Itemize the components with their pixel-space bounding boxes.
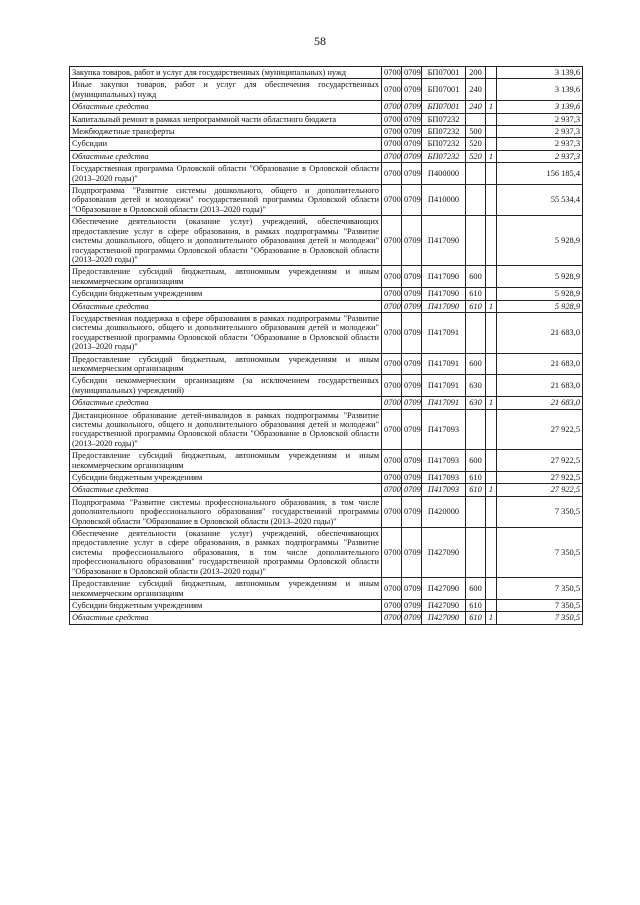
- expense-type-cell: 200: [466, 67, 486, 79]
- table-row: [70, 528, 583, 578]
- section-code-cell: 0700: [382, 484, 402, 496]
- funding-source-cell: 1: [486, 300, 497, 312]
- subsection-code-cell: 0709: [402, 450, 422, 472]
- table-row: [70, 101, 583, 113]
- amount-cell: 7 350,5: [497, 599, 583, 611]
- expense-type-cell: 240: [466, 79, 486, 101]
- table-row: [70, 266, 583, 288]
- article-code-cell: БП07001: [422, 67, 466, 79]
- article-code-cell: П417093: [422, 409, 466, 450]
- funding-source-cell: [486, 113, 497, 125]
- table-row: [70, 599, 583, 611]
- table-row: [70, 216, 583, 266]
- amount-cell: 7 350,5: [497, 612, 583, 624]
- section-code-cell: 0700: [382, 185, 402, 216]
- row-name-cell: Государственная поддержка в сфере образования в рамках подпрограммы "Развитие системы дошкольного, общего и дополнительного образования детей и молодежи" государственной программы Орловской области "Образование в Орловской области (2013–2020 годы)": [70, 312, 382, 353]
- subsection-code-cell: 0709: [402, 300, 422, 312]
- article-code-cell: П417090: [422, 216, 466, 266]
- section-code-cell: 0700: [382, 216, 402, 266]
- section-code-cell: 0700: [382, 101, 402, 113]
- funding-source-cell: [486, 288, 497, 300]
- article-code-cell: БП07232: [422, 150, 466, 162]
- section-code-cell: 0700: [382, 126, 402, 138]
- amount-cell: 27 922,5: [497, 472, 583, 484]
- subsection-code-cell: 0709: [402, 578, 422, 600]
- expense-type-cell: 600: [466, 353, 486, 375]
- subsection-code-cell: 0709: [402, 375, 422, 397]
- row-name-cell: Субсидии бюджетным учреждениям: [70, 288, 382, 300]
- expense-type-cell: 500: [466, 126, 486, 138]
- funding-source-cell: [486, 375, 497, 397]
- table-row: [70, 484, 583, 496]
- article-code-cell: П417091: [422, 312, 466, 353]
- amount-cell: 2 937,3: [497, 138, 583, 150]
- section-code-cell: 0700: [382, 496, 402, 527]
- amount-cell: 27 922,5: [497, 409, 583, 450]
- row-name-cell: Предоставление субсидий бюджетным, автономным учреждениям и иным некоммерческим организациям: [70, 450, 382, 472]
- article-code-cell: П417090: [422, 266, 466, 288]
- subsection-code-cell: 0709: [402, 599, 422, 611]
- article-code-cell: П417090: [422, 288, 466, 300]
- section-code-cell: 0700: [382, 599, 402, 611]
- article-code-cell: П417091: [422, 397, 466, 409]
- funding-source-cell: [486, 450, 497, 472]
- funding-source-cell: [486, 216, 497, 266]
- subsection-code-cell: 0709: [402, 472, 422, 484]
- funding-source-cell: [486, 578, 497, 600]
- subsection-code-cell: 0709: [402, 185, 422, 216]
- expense-type-cell: [466, 496, 486, 527]
- section-code-cell: 0700: [382, 397, 402, 409]
- funding-source-cell: [486, 126, 497, 138]
- row-name-cell: Предоставление субсидий бюджетным, автономным учреждениям и иным некоммерческим организациям: [70, 578, 382, 600]
- funding-source-cell: [486, 472, 497, 484]
- expense-type-cell: 630: [466, 375, 486, 397]
- table-row: [70, 496, 583, 527]
- funding-source-cell: [486, 353, 497, 375]
- amount-cell: 21 683,0: [497, 312, 583, 353]
- section-code-cell: 0700: [382, 528, 402, 578]
- article-code-cell: П417093: [422, 450, 466, 472]
- expense-type-cell: [466, 312, 486, 353]
- subsection-code-cell: 0709: [402, 126, 422, 138]
- subsection-code-cell: 0709: [402, 528, 422, 578]
- expense-type-cell: [466, 163, 486, 185]
- expense-type-cell: 600: [466, 450, 486, 472]
- funding-source-cell: 1: [486, 150, 497, 162]
- amount-cell: 2 937,3: [497, 113, 583, 125]
- row-name-cell: Областные средства: [70, 101, 382, 113]
- budget-table: [69, 66, 583, 625]
- amount-cell: 21 683,0: [497, 375, 583, 397]
- table-row: [70, 113, 583, 125]
- expense-type-cell: 610: [466, 472, 486, 484]
- amount-cell: 5 928,9: [497, 300, 583, 312]
- amount-cell: 5 928,9: [497, 288, 583, 300]
- article-code-cell: П417090: [422, 300, 466, 312]
- article-code-cell: П417091: [422, 375, 466, 397]
- funding-source-cell: [486, 79, 497, 101]
- subsection-code-cell: 0709: [402, 409, 422, 450]
- subsection-code-cell: 0709: [402, 312, 422, 353]
- expense-type-cell: [466, 185, 486, 216]
- funding-source-cell: 1: [486, 484, 497, 496]
- article-code-cell: П417093: [422, 484, 466, 496]
- funding-source-cell: [486, 138, 497, 150]
- section-code-cell: 0700: [382, 300, 402, 312]
- expense-type-cell: 610: [466, 612, 486, 624]
- table-row: [70, 450, 583, 472]
- amount-cell: 21 683,0: [497, 397, 583, 409]
- amount-cell: 7 350,5: [497, 528, 583, 578]
- article-code-cell: БП07232: [422, 138, 466, 150]
- table-row: [70, 185, 583, 216]
- subsection-code-cell: 0709: [402, 266, 422, 288]
- section-code-cell: 0700: [382, 138, 402, 150]
- section-code-cell: 0700: [382, 612, 402, 624]
- amount-cell: 5 928,9: [497, 216, 583, 266]
- funding-source-cell: [486, 496, 497, 527]
- expense-type-cell: 520: [466, 150, 486, 162]
- row-name-cell: Государственная программа Орловской области "Образование в Орловской области (2013–2020 годы)": [70, 163, 382, 185]
- article-code-cell: П427090: [422, 528, 466, 578]
- row-name-cell: Областные средства: [70, 612, 382, 624]
- section-code-cell: 0700: [382, 375, 402, 397]
- article-code-cell: БП07001: [422, 79, 466, 101]
- expense-type-cell: [466, 528, 486, 578]
- table-row: [70, 288, 583, 300]
- expense-type-cell: 610: [466, 300, 486, 312]
- funding-source-cell: [486, 599, 497, 611]
- subsection-code-cell: 0709: [402, 138, 422, 150]
- amount-cell: 7 350,5: [497, 578, 583, 600]
- funding-source-cell: 1: [486, 612, 497, 624]
- section-code-cell: 0700: [382, 67, 402, 79]
- funding-source-cell: [486, 185, 497, 216]
- funding-source-cell: [486, 409, 497, 450]
- page-number: 58: [314, 34, 326, 48]
- subsection-code-cell: 0709: [402, 496, 422, 527]
- budget-table-body: [70, 67, 583, 625]
- amount-cell: 156 185,4: [497, 163, 583, 185]
- amount-cell: 21 683,0: [497, 353, 583, 375]
- row-name-cell: Иные закупки товаров, работ и услуг для обеспечения государственных (муниципальных) нужд: [70, 79, 382, 101]
- row-name-cell: Субсидии бюджетным учреждениям: [70, 472, 382, 484]
- subsection-code-cell: 0709: [402, 163, 422, 185]
- row-name-cell: Подпрограмма "Развитие системы профессионального образования, в том числе дополнительного профессионального образования" государственной программы Орловской области "Образование в Орловской области (2013–2020 годы)": [70, 496, 382, 527]
- amount-cell: 5 928,9: [497, 266, 583, 288]
- expense-type-cell: 600: [466, 578, 486, 600]
- subsection-code-cell: 0709: [402, 79, 422, 101]
- article-code-cell: П427090: [422, 599, 466, 611]
- article-code-cell: П417091: [422, 353, 466, 375]
- section-code-cell: 0700: [382, 312, 402, 353]
- funding-source-cell: 1: [486, 397, 497, 409]
- row-name-cell: Подпрограмма "Развитие системы дошкольного, общего и дополнительного образования детей и молодежи" государственной программы Орловской области "Образование в Орловской области (2013–2020 годы)": [70, 185, 382, 216]
- expense-type-cell: 520: [466, 138, 486, 150]
- row-name-cell: Обеспечение деятельности (оказание услуг) учреждений, обеспечивающих предоставление услуг в сфере образования, в рамках подпрограммы "Развитие системы профессионального образования, в том числе дополнительного профессионального образования" государственной программы Орловской области "Образование в Орловской области (2013–2020 годы)": [70, 528, 382, 578]
- section-code-cell: 0700: [382, 266, 402, 288]
- funding-source-cell: [486, 67, 497, 79]
- amount-cell: 55 534,4: [497, 185, 583, 216]
- section-code-cell: 0700: [382, 409, 402, 450]
- table-row: [70, 67, 583, 79]
- subsection-code-cell: 0709: [402, 397, 422, 409]
- subsection-code-cell: 0709: [402, 353, 422, 375]
- section-code-cell: 0700: [382, 163, 402, 185]
- funding-source-cell: [486, 528, 497, 578]
- expense-type-cell: 600: [466, 266, 486, 288]
- subsection-code-cell: 0709: [402, 216, 422, 266]
- funding-source-cell: [486, 163, 497, 185]
- subsection-code-cell: 0709: [402, 101, 422, 113]
- amount-cell: 3 139,6: [497, 101, 583, 113]
- section-code-cell: 0700: [382, 113, 402, 125]
- article-code-cell: П427090: [422, 578, 466, 600]
- amount-cell: 7 350,5: [497, 496, 583, 527]
- section-code-cell: 0700: [382, 288, 402, 300]
- expense-type-cell: [466, 216, 486, 266]
- table-row: [70, 472, 583, 484]
- section-code-cell: 0700: [382, 578, 402, 600]
- article-code-cell: П410000: [422, 185, 466, 216]
- subsection-code-cell: 0709: [402, 67, 422, 79]
- subsection-code-cell: 0709: [402, 113, 422, 125]
- article-code-cell: БП07232: [422, 126, 466, 138]
- row-name-cell: Межбюджетные трансферты: [70, 126, 382, 138]
- amount-cell: 27 922,5: [497, 450, 583, 472]
- expense-type-cell: 610: [466, 599, 486, 611]
- section-code-cell: 0700: [382, 150, 402, 162]
- table-row: [70, 300, 583, 312]
- subsection-code-cell: 0709: [402, 484, 422, 496]
- row-name-cell: Областные средства: [70, 397, 382, 409]
- expense-type-cell: [466, 113, 486, 125]
- subsection-code-cell: 0709: [402, 288, 422, 300]
- funding-source-cell: [486, 266, 497, 288]
- table-row: [70, 409, 583, 450]
- subsection-code-cell: 0709: [402, 150, 422, 162]
- expense-type-cell: [466, 409, 486, 450]
- table-row: [70, 79, 583, 101]
- row-name-cell: Дистанционное образование детей-инвалидов в рамках подпрограммы "Развитие системы дошкольного, общего и дополнительного образования детей и молодежи" государственной программы Орловской области "Образование в Орловской области (2013–2020 годы)": [70, 409, 382, 450]
- article-code-cell: П400000: [422, 163, 466, 185]
- table-row: [70, 150, 583, 162]
- expense-type-cell: 630: [466, 397, 486, 409]
- article-code-cell: БП07232: [422, 113, 466, 125]
- subsection-code-cell: 0709: [402, 612, 422, 624]
- article-code-cell: П427090: [422, 612, 466, 624]
- article-code-cell: БП07001: [422, 101, 466, 113]
- row-name-cell: Субсидии некоммерческим организациям (за исключением государственных (муниципальных) учреждений): [70, 375, 382, 397]
- row-name-cell: Обеспечение деятельности (оказание услуг) учреждений, обеспечивающих предоставление услуг в сфере образования, в рамках подпрограммы "Развитие системы дошкольного, общего и дополнительного образования детей и молодежи" государственной программы Орловской области "Образование в Орловской области (2013–2020 годы)": [70, 216, 382, 266]
- section-code-cell: 0700: [382, 450, 402, 472]
- table-row: [70, 312, 583, 353]
- table-row: [70, 375, 583, 397]
- row-name-cell: Капитальный ремонт в рамках непрограммной части областного бюджета: [70, 113, 382, 125]
- amount-cell: 3 139,6: [497, 67, 583, 79]
- article-code-cell: П420000: [422, 496, 466, 527]
- row-name-cell: Областные средства: [70, 150, 382, 162]
- funding-source-cell: 1: [486, 101, 497, 113]
- amount-cell: 2 937,3: [497, 150, 583, 162]
- table-row: [70, 163, 583, 185]
- amount-cell: 3 139,6: [497, 79, 583, 101]
- expense-type-cell: 610: [466, 484, 486, 496]
- row-name-cell: Областные средства: [70, 484, 382, 496]
- row-name-cell: Предоставление субсидий бюджетным, автономным учреждениям и иным некоммерческим организациям: [70, 353, 382, 375]
- row-name-cell: Субсидии: [70, 138, 382, 150]
- table-row: [70, 126, 583, 138]
- amount-cell: 27 922,5: [497, 484, 583, 496]
- row-name-cell: Областные средства: [70, 300, 382, 312]
- row-name-cell: Субсидии бюджетным учреждениям: [70, 599, 382, 611]
- section-code-cell: 0700: [382, 79, 402, 101]
- section-code-cell: 0700: [382, 472, 402, 484]
- amount-cell: 2 937,3: [497, 126, 583, 138]
- table-row: [70, 397, 583, 409]
- row-name-cell: Предоставление субсидий бюджетным, автономным учреждениям и иным некоммерческим организациям: [70, 266, 382, 288]
- table-row: [70, 612, 583, 624]
- table-row: [70, 578, 583, 600]
- funding-source-cell: [486, 312, 497, 353]
- article-code-cell: П417093: [422, 472, 466, 484]
- expense-type-cell: 610: [466, 288, 486, 300]
- expense-type-cell: 240: [466, 101, 486, 113]
- row-name-cell: Закупка товаров, работ и услуг для государственных (муниципальных) нужд: [70, 67, 382, 79]
- table-row: [70, 138, 583, 150]
- section-code-cell: 0700: [382, 353, 402, 375]
- table-row: [70, 353, 583, 375]
